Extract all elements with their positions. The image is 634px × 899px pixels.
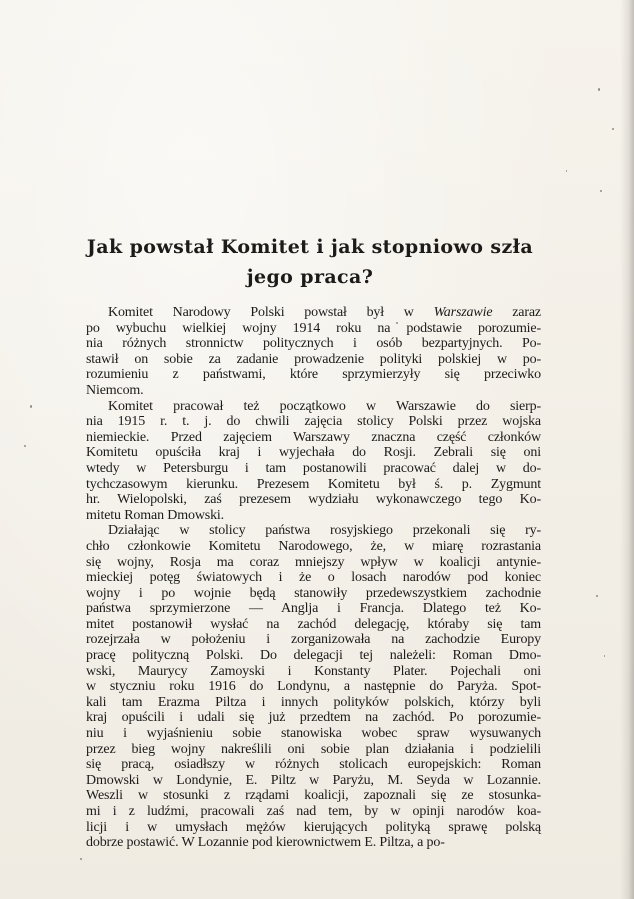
text-line: Komitet pracował też początkowo w Warszawie do sierp- bbox=[108, 398, 541, 414]
text-line: pracę polityczną Polski. Do delegacji tej należeli: Roman Dmo- bbox=[86, 648, 541, 664]
text-line: Komitetu opuściła kraj i wyjechała do Rosji. Zebrali się oni bbox=[86, 445, 541, 461]
text-line: Dmowski w Londynie, E. Piltz w Paryżu, M. Seyda w Lozannie. bbox=[86, 772, 541, 788]
text-line: tychczasowym kierunku. Prezesem Komitetu był ś. p. Zygmunt bbox=[86, 476, 541, 492]
text-line: mitetu Roman Dmowski. bbox=[86, 507, 225, 523]
text-line: mitet postanowił wysłać na zachód delegację, któraby się tam bbox=[86, 616, 541, 632]
chapter-title-line-1: Jak powstał Komitet i jak stopniowo szła bbox=[86, 236, 534, 258]
text-line: mi i z ludźmi, pracowali zaś nad tem, by w opinji narodów koa- bbox=[86, 804, 541, 819]
text-line: chło członkowie Komitetu Narodowego, że, w miarę rozrastania bbox=[86, 538, 541, 554]
text-line: Weszli w stosunki z rządami koalicji, zapoznali się ze stosunka- bbox=[86, 788, 541, 804]
paper-speck bbox=[600, 190, 602, 192]
text-line: hr. Wielopolski, zaś prezesem wydziału wykonawczego tego Ko- bbox=[86, 492, 541, 508]
text-line: w styczniu roku 1916 do Londynu, a następnie do Paryża. Spot- bbox=[86, 679, 541, 695]
chapter-title-line-2: jego praca? bbox=[246, 266, 374, 288]
text-line: stawił on sobie za zadanie prowadzenie polityki polskiej w po- bbox=[86, 351, 541, 367]
paragraph bbox=[86, 305, 541, 399]
text-line: wski, Maurycy Zamoyski i Konstanty Plater. Pojechali oni bbox=[86, 663, 541, 679]
text-line: Działając w stolicy państwa rosyjskiego przekonali się ry- bbox=[108, 523, 541, 539]
page-edge-shadow bbox=[620, 0, 634, 899]
text-line: kraj opuścili i udali się już przedtem na zachód. Po porozumie- bbox=[86, 710, 541, 726]
body-text bbox=[86, 305, 541, 851]
paragraph bbox=[86, 523, 541, 850]
text-line: przez bieg wojny nakreślili oni sobie plan działania i podzielili bbox=[86, 741, 541, 757]
paper-speck bbox=[566, 170, 567, 172]
text-line: po wybuchu wielkiej wojny 1914 roku na podstawie porozumie- bbox=[86, 320, 541, 336]
paper-speck bbox=[80, 858, 82, 860]
text-line: się wojny, Rosja ma coraz mniejszy wpływ w koalicji antynie- bbox=[86, 554, 541, 570]
paper-speck bbox=[596, 595, 598, 597]
paper-speck bbox=[604, 655, 605, 657]
paper-speck bbox=[612, 128, 614, 130]
text-line: państwa sprzymierzone — Anglja i Francja. Dlatego też Ko- bbox=[86, 601, 541, 617]
paper-speck bbox=[30, 405, 32, 408]
text-line: rozumieniu z państwami, które sprzymierzyły się przeciwko bbox=[86, 367, 541, 383]
text-line: nia różnych stronnictw politycznych i osób bezpartyjnych. Po- bbox=[86, 336, 541, 352]
paper-speck bbox=[598, 88, 600, 91]
paragraph bbox=[86, 399, 541, 524]
text-line: niemieckie. Przed zajęciem Warszawy znaczna część członków bbox=[86, 429, 541, 445]
text-line: kali tam Erazma Piltza i innych polityków polskich, którzy byli bbox=[86, 694, 541, 710]
text-line: nia 1915 r. t. j. do chwili zajęcia stolicy Polski przez wojska bbox=[86, 414, 541, 430]
text-line: mieckiej potęg światowych i że o losach narodów pod koniec bbox=[86, 570, 541, 586]
text-line: Niemcom. bbox=[86, 382, 144, 398]
text-line: się pracą, osiadłszy w różnych stolicach europejskich: Roman bbox=[86, 757, 541, 773]
text-line: Komitet Narodowy Polski powstał był w Warszawie zaraz bbox=[108, 305, 541, 320]
paper-speck bbox=[24, 445, 26, 447]
italic-text: Warszawie bbox=[433, 305, 493, 320]
text-line: niu i wyjaśnieniu sobie stanowiska wobec spraw wysuwanych bbox=[86, 726, 541, 742]
chapter-title bbox=[40, 232, 580, 292]
text-line: rozejrzała w położeniu i zorganizowała na zachodzie Europy bbox=[86, 632, 541, 648]
text-line: wtedy w Petersburgu i tam postanowili pracować dalej w do- bbox=[86, 460, 541, 476]
text-line: wojny i po wojnie będą stanowiły przedewszystkiem zachodnie bbox=[86, 585, 541, 601]
text-line: dobrze postawić. W Lozannie pod kierownictwem E. Piltza, a po- bbox=[86, 835, 445, 851]
text-line: licji i w umysłach mężów kierujących polityką sprawę polską bbox=[86, 819, 541, 835]
